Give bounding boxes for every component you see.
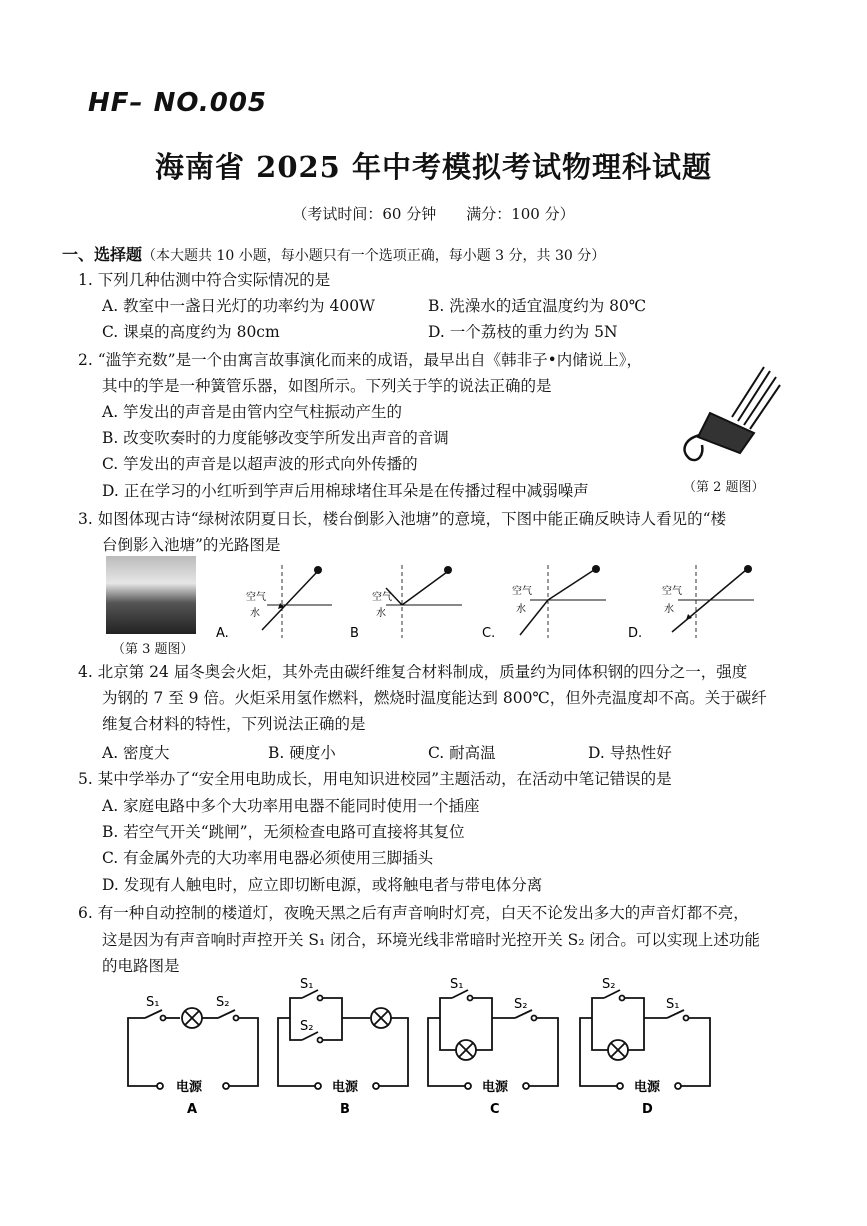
switch-label-s1: S₁	[450, 977, 464, 992]
q2-option-d: D. 正在学习的小红听到竽声后用棉球堵住耳朵是在传播过程中减弱噪声	[102, 482, 589, 500]
label-water: 水	[516, 604, 526, 615]
label-water: 水	[376, 608, 386, 619]
switch-label-s2: S₂	[300, 1019, 314, 1034]
page-title: 海南省 2025 年中考模拟考试物理科试题	[155, 150, 712, 184]
q6-stem-3: 的电路图是	[102, 957, 180, 975]
option-label-b: B	[350, 626, 359, 641]
switch-label-s1: S₁	[300, 977, 314, 992]
light-path-diagram-b	[350, 560, 482, 641]
q2-stem-1: 2. “滥竽充数”是一个由寓言故事演化而来的成语，最早出自《韩非子•内储说上》，	[78, 351, 642, 369]
q4-stem-2: 为钢的 7 至 9 倍。火炬采用氢作燃料，燃烧时温度能达到 800℃，但外壳温度却不高。关于碳纤	[102, 689, 767, 707]
section-note: （本大题共 10 小题，每小题只有一个选项正确，每小题 3 分，共 30 分）	[142, 248, 606, 264]
power-label: 电源	[176, 1080, 203, 1095]
q3-stem-2: 台倒影入池塘”的光路图是	[102, 536, 281, 554]
label-water: 水	[250, 608, 260, 619]
switch-label-s2: S₂	[602, 977, 616, 992]
q4-stem-3: 维复合材料的特性，下列说法正确的是	[102, 715, 366, 733]
switch-label-s1: S₁	[666, 997, 680, 1012]
label-air: 空气	[372, 592, 392, 603]
q6-stem-2: 这是因为有声音响时声控开关 S₁ 闭合，环境光线非常暗时光控开关 S₂ 闭合。可以实现上述功能	[102, 931, 760, 949]
light-path-diagram-c	[482, 560, 618, 641]
q4-option-b: B. 硬度小	[268, 744, 336, 762]
q1-option-a: A. 教室中一盏日光灯的功率约为 400W	[102, 297, 375, 315]
q1-option-b: B. 洗澡水的适宜温度约为 80℃	[428, 297, 647, 315]
light-path-diagram-a	[216, 560, 342, 641]
q1-option-d: D. 一个荔枝的重力约为 5N	[428, 323, 618, 341]
option-label-d: D.	[628, 626, 643, 641]
q5-stem: 5. 某中学举办了“安全用电助成长，用电知识进校园”主题活动，在活动中笔记错误的是	[78, 770, 672, 788]
q5-option-a: A. 家庭电路中多个大功率用电器不能同时使用一个插座	[102, 797, 480, 815]
q4-option-a: A. 密度大	[102, 744, 170, 762]
q2-option-a: A. 竽发出的声音是由管内空气柱振动产生的	[102, 403, 403, 421]
exam-info: （考试时间：60 分钟 满分：100 分）	[292, 205, 575, 223]
q6-stem-1: 6. 有一种自动控制的楼道灯，夜晚天黑之后有声音响时灯亮，白天不论发出多大的声音灯都不亮，	[78, 904, 749, 922]
option-label-c: C.	[482, 626, 496, 641]
circuit-diagram-c	[420, 972, 570, 1122]
switch-label-s1: S₁	[146, 995, 160, 1010]
q5-option-c: C. 有金属外壳的大功率用电器必须使用三脚插头	[102, 849, 434, 867]
pavilion-photo	[106, 556, 196, 634]
q2-stem-2: 其中的竽是一种簧管乐器，如图所示。下列关于竽的说法正确的是	[102, 377, 552, 395]
paper-code: HF– NO.005	[88, 88, 268, 118]
q1-option-c: C. 课桌的高度约为 80cm	[102, 323, 280, 341]
q4-option-c: C. 耐高温	[428, 744, 496, 762]
q3-stem-1: 3. 如图体现古诗“绿树浓阴夏日长，楼台倒影入池塘”的意境，下图中能正确反映诗人看见的“楼	[78, 510, 726, 528]
q2-caption: （第 2 题图）	[683, 480, 765, 495]
power-label: 电源	[482, 1080, 509, 1095]
q5-option-b: B. 若空气开关“跳闸”，无须检查电路可直接将其复位	[102, 823, 465, 841]
section-label: 一、选择题	[62, 245, 143, 264]
circuit-diagram-b	[270, 972, 420, 1122]
label-air: 空气	[512, 586, 532, 597]
q3-caption: （第 3 题图）	[112, 642, 194, 657]
light-path-diagram-d	[628, 560, 766, 641]
yu-instrument-figure	[670, 355, 790, 475]
label-water: 水	[664, 604, 674, 615]
circuit-option-b: B	[340, 1102, 350, 1117]
circuit-diagram-a	[120, 992, 270, 1122]
q5-option-d: D. 发现有人触电时，应立即切断电源，或将触电者与带电体分离	[102, 876, 543, 894]
switch-label-s2: S₂	[216, 995, 230, 1010]
power-label: 电源	[332, 1080, 359, 1095]
circuit-option-d: D	[642, 1102, 653, 1117]
q1-stem: 1. 下列几种估测中符合实际情况的是	[78, 271, 331, 289]
q2-option-b: B. 改变吹奏时的力度能够改变竽所发出声音的音调	[102, 429, 449, 447]
section-heading	[62, 242, 605, 265]
label-air: 空气	[662, 586, 682, 597]
q2-option-c: C. 竽发出的声音是以超声波的形式向外传播的	[102, 455, 418, 473]
option-label-a: A.	[216, 626, 229, 641]
power-label: 电源	[634, 1080, 661, 1095]
switch-label-s2: S₂	[514, 997, 528, 1012]
circuit-option-a: A	[187, 1102, 198, 1117]
circuit-option-c: C	[490, 1102, 500, 1117]
q4-stem-1: 4. 北京第 24 届冬奥会火炬，其外壳由碳纤维复合材料制成，质量约为同体积钢的四分之一，强度	[78, 663, 748, 681]
q4-option-d: D. 导热性好	[588, 744, 672, 762]
label-air: 空气	[246, 592, 266, 603]
circuit-diagram-d	[572, 972, 722, 1122]
